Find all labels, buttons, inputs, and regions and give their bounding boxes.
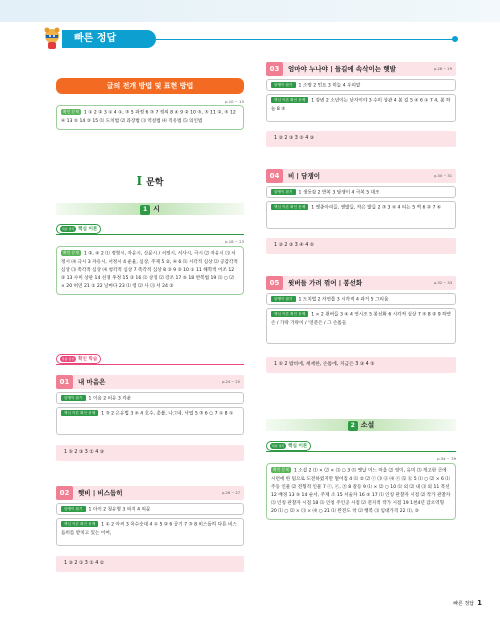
divider	[266, 451, 456, 452]
section-num: 2	[348, 421, 358, 431]
footer-label: 빠른 정답	[453, 601, 475, 607]
answer-box	[266, 463, 456, 520]
tag-label: 확인 문제	[63, 250, 79, 255]
item-04-row1	[266, 186, 456, 198]
header-rule	[156, 39, 456, 40]
item-02-row1	[56, 503, 244, 515]
pill-text: 핵심 이론	[288, 444, 308, 449]
row-label: 핵심 이론 확인 문제	[271, 311, 308, 317]
page-ref: p.24 ~ 25	[222, 380, 240, 384]
item-05-header	[266, 276, 456, 290]
item-01-row1	[56, 392, 244, 404]
item-number: 01	[56, 375, 73, 389]
left-orange-section	[56, 78, 244, 130]
section-title: 소설	[360, 421, 375, 429]
row-answer: 1 강변 2 소년이는 낮자이야 3 수미 상관 4 봄 길 5 ④ 6 ① 7 4, 봄 하늘 8 ⑤	[271, 98, 451, 112]
item-title: 햇비 | 비스듬히	[78, 489, 123, 497]
top-band	[0, 0, 500, 22]
answer-text: 1 소설 2 ⑴ × ⑵ × ⑶ ○ 3 ⑴ 옛날 어느 마을 ⑵ 영이, 유미 ⑶ 개고한 곳에 시련에 한 팀으로 도전하였지만 떨어짐 4 ⑴ ② ⑵ ⓒ ⑶ ⓓ ⑷ ⓔ ⑸ ⓑ 5 ⑴ ○ ⑵ × 6 ⑴ 주동 인물 ⑵ 전형적 인물 7 ⓒ, ⓔ, ⓖ 8 갈등 9 ⑴ × ⑵ ○ 10 ⑴ 외 ⑵ 내 ⑶ 외 11 복선 12 배경 13 ⑤ 14 순서, 주제 소 15 서술자 16 ⑤ 17 ⑴ 인칭 관찰자 시점 ⑵ 작가 관찰자 ⑶ 인칭 관찰자 시점 18 ⑴ 인칭 주인공 시점 ⑵ 전지적 작가 시점 19 1천4년 감오역형 20 ⑴ ○ ⑵ × ⑶ × ⑷ ○ 21 ⑴ 완전도 착 ⑵ 행복 ⑶ 임대가격 22 ⑴, ③	[271, 468, 451, 514]
row-label: 알맹이 잡기	[61, 506, 86, 512]
row-label: 핵심 이론 확인 문제	[61, 410, 98, 416]
row-answer: 1 ① 2 아씨 3 육수숫대 4 ① 5 ② 6 공기 7 ③ 8 비스듬히 다른 비스듬히를 받치고 있는 이여,	[61, 522, 237, 536]
answer-text: 1 ① 2 ② 3 ① 4 ①, ③ 5 과정 6 ③ 7 정의 8 ④ 9 ② 10 ③, ⑤ 11 ②, ⑤ 12 ④ 13 ⑤ 14 ③ 15 ⑴ 도치법 ⑵ 과장법 ⑶ 역설법 ⑷ 직유법 ⑸ 의인법	[61, 110, 236, 124]
item-03-header	[266, 62, 456, 76]
item-title: 윗버들 가려 꺾어 | 봉선화	[288, 279, 363, 287]
item-number: 05	[266, 276, 283, 290]
item-01-short-answers: 1 ⑤ 2 ③ 3 ① 4 ③	[56, 445, 244, 461]
row-label: 핵심 이론 확인 문제	[271, 204, 308, 210]
item-number: 03	[266, 62, 283, 76]
row-answer: 1 아이 2 청유형 3 의지 4 의문	[88, 507, 151, 513]
item-04-header	[266, 169, 456, 183]
pill-tag: 개념 정리	[271, 443, 285, 448]
item-title: 내 마음은	[78, 378, 106, 386]
answer-text: 1 ②, ④ 2 ⑴ 정형시, 자유시, 산문시 / 서정시, 서사시, 극시 ⑵ 자유시 ⑶ 서정시 ⑷ 극시 3 자유시, 서정시 4 운율, 심상, 주제 5 ②, ④ 6 ⑴ 시각적 심상 ⑵ 공감각적 심상 ⑶ 촉각적 심상 ⑷ 청각적 심상 7 촉각적 심상 8 ③ 9 ③ 10 ① 11 해학적 어조 12 ③ 13 수미 상관 14 선경 후정 15 ③ 16 ⑴ 상징 ⑵ 강조 17 ⑤ 18 반복법 19 ⑴ ○ ⑵ × 20 허연 21 ① 22 날마다 23 ⑴ 령 ⑵ 사 ⑶ 서 24 ②	[61, 251, 238, 289]
row-answer: 1 × 2 윗버들 3 ④ 4 연시조 5 봉선화 6 시각적 심상 7 ⑤ 8 ② 9 하얀 손 / 가락 가락이 / '연분은 / 그 손톱들	[271, 312, 451, 326]
divider	[56, 364, 244, 365]
chapter-title: 문학	[146, 178, 164, 188]
item-03-row1	[266, 79, 456, 91]
item-number: 02	[56, 486, 73, 500]
item-02-short-answers: 1 ③ 2 ① 3 ① 4 ②	[56, 556, 244, 572]
item-01-row2	[56, 407, 244, 435]
tag-label: 확인 문제	[63, 109, 79, 114]
row-answer: 1 생동감 2 반복 3 담쟁이 4 극복 5 대조	[298, 190, 380, 196]
answer-box	[56, 105, 244, 130]
pill-text: 핵심 이론	[78, 227, 98, 232]
page-ref: p.28 ~ 29	[434, 67, 452, 71]
page-ref: p.10 ~ 15	[225, 99, 244, 104]
item-05-row2	[266, 308, 456, 344]
section-bar-novel	[266, 419, 456, 431]
item-04-row2	[266, 201, 456, 229]
item-title: 비 | 담쟁이	[288, 172, 321, 180]
chapter-num: I	[136, 174, 143, 188]
footer	[453, 599, 482, 607]
orange-section-title: 글의 전개 방법 및 표현 방법	[56, 78, 244, 94]
item-02-header	[56, 486, 244, 500]
pill-tag: 개념 정리	[61, 226, 75, 231]
page-ref: p.34 ~ 39	[437, 456, 456, 461]
page-ref: p.26 ~ 27	[222, 491, 240, 495]
section-num: 1	[140, 205, 150, 215]
item-01-header	[56, 375, 244, 389]
page-ref: p.30 ~ 31	[434, 174, 452, 178]
pill-tag: 작품 감상	[61, 356, 75, 361]
item-number: 04	[266, 169, 283, 183]
item-03-row2	[266, 94, 456, 122]
tag-label: 확인 문제	[273, 467, 289, 472]
concept-pill	[56, 224, 101, 234]
answer-box	[56, 246, 244, 295]
row-answer: 1 ③ 2 은유법 3 ④ 4 호수, 촛불, 나그네, 낙엽 5 ③ 6 ○ 7 ① 8 ①	[101, 411, 234, 417]
item-02-row2	[56, 518, 244, 546]
row-answer: 1 이음 2 비유 3 각운	[88, 396, 132, 402]
section-title: 시	[153, 205, 160, 213]
mascot-icon	[40, 26, 64, 50]
page-number: 1	[477, 599, 482, 607]
row-label: 알맹이 잡기	[271, 296, 296, 302]
row-answer: 1 도치법 2 자연물 3 시각적 4 과거 5 그리움	[298, 297, 389, 303]
header-dot	[452, 36, 458, 42]
row-answer: 1 소망 2 민요 3 히늘 4 우리말	[298, 83, 361, 89]
page-ref: p.18 ~ 23	[225, 239, 244, 244]
row-answer: 1 멧종아리들, 앤발들, 작은 발들 2 ③ 3 ④ 4 티는 5 벽 6 ② 7 ⑥	[311, 205, 441, 211]
page-ref: p.32 ~ 33	[434, 281, 452, 285]
chapter-heading	[56, 174, 244, 188]
row-label: 핵심 이론 확인 문제	[61, 521, 98, 527]
item-05-row1	[266, 293, 456, 305]
item-03-short-answers: 1 ③ 2 ③ 3 ⑤ 4 ③	[266, 131, 456, 147]
practice-pill	[56, 354, 101, 364]
concept-pill	[266, 441, 311, 451]
pill-text: 확인 학습	[78, 357, 98, 362]
item-05-short-answers: 1 ⑤ 2 밤비에, 세세한, 손톱에, 지금은 3 ③ 4 ⑤	[266, 357, 456, 373]
row-label: 알맹이 잡기	[271, 189, 296, 195]
row-label: 알맹이 잡기	[271, 82, 296, 88]
item-title: 엄마야 누나야 | 들길에 속삭이는 햇발	[288, 65, 396, 73]
row-label: 핵심 이론 확인 문제	[271, 97, 308, 103]
row-label: 알맹이 잡기	[61, 395, 86, 401]
page-title: 빠른 정답	[62, 30, 156, 48]
divider	[56, 234, 244, 235]
item-04-short-answers: 1 ③ 2 ③ 3 ④ 4 ⑤	[266, 238, 456, 254]
section-bar-poem	[56, 203, 244, 215]
